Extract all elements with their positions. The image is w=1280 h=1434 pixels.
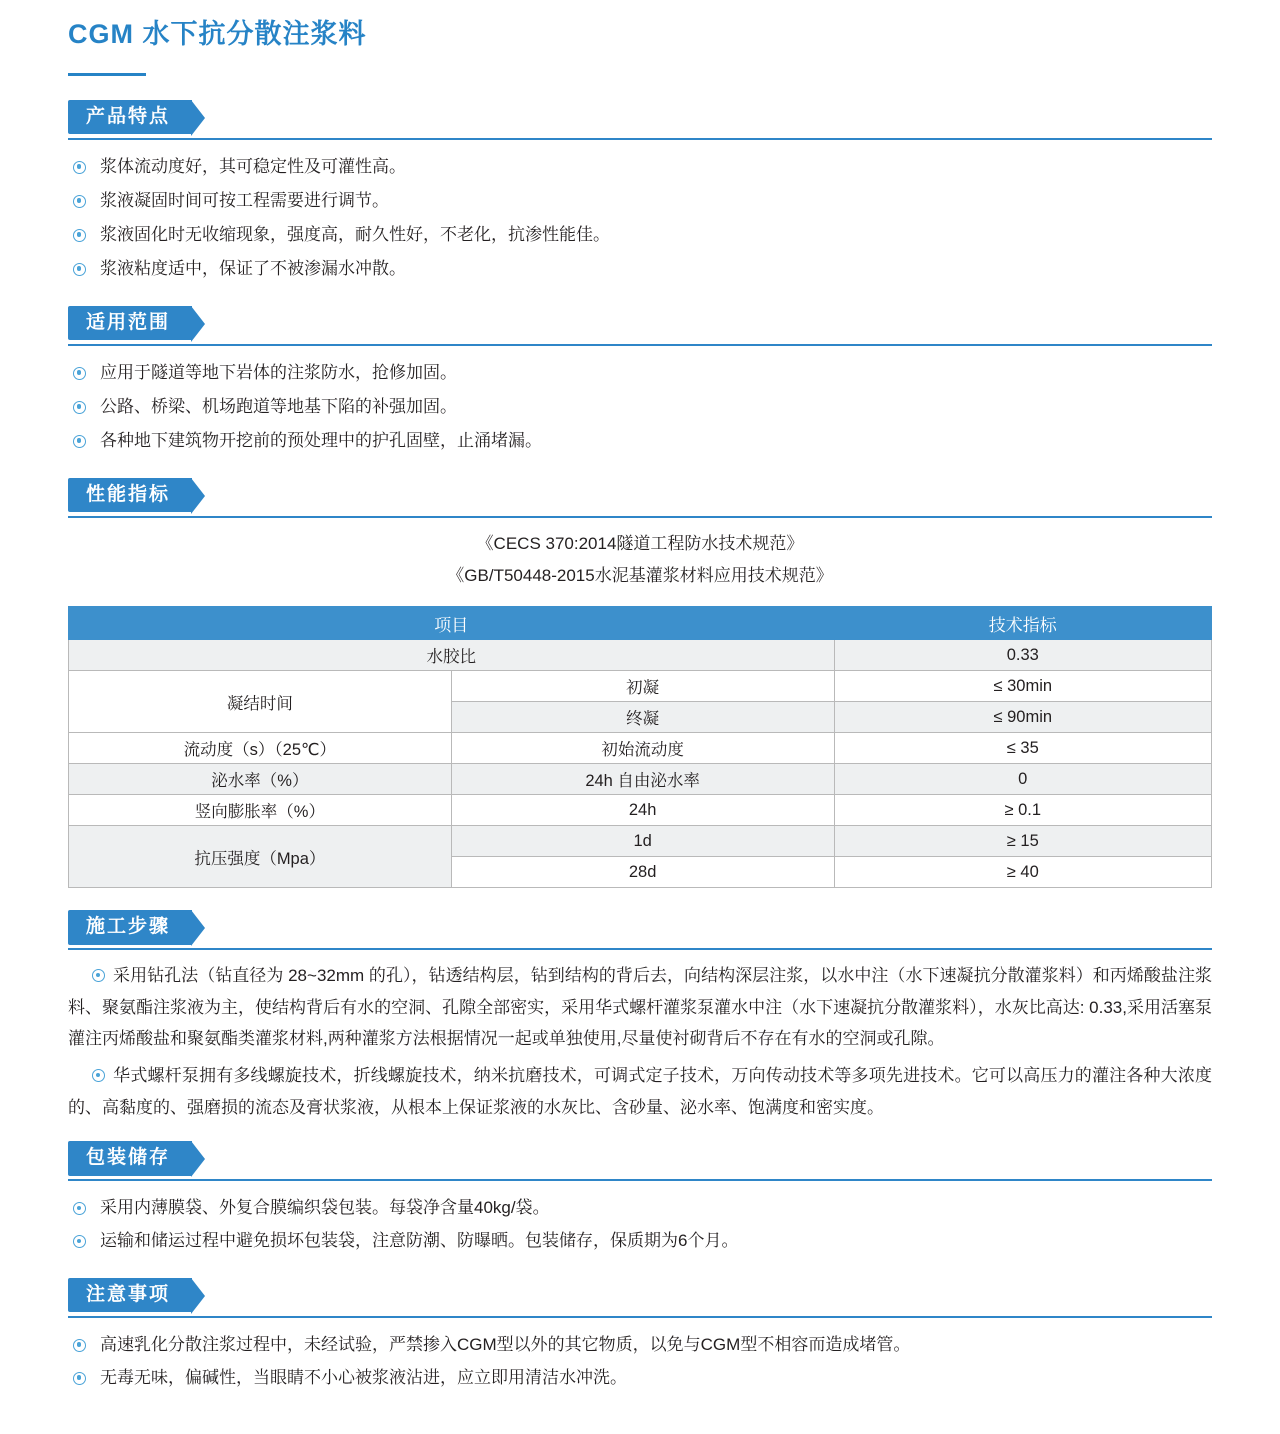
cell-subitem: 初凝 — [451, 671, 834, 702]
cell-spec: ≤ 30min — [834, 671, 1212, 702]
section-scope — [68, 306, 1212, 458]
list-item — [70, 356, 1212, 390]
section-packaging — [68, 1141, 1212, 1257]
section-title-scope: 适用范围 — [68, 306, 192, 341]
bullet-circle-icon — [92, 1069, 105, 1082]
paragraph-text: 采用钻孔法（钻直径为 28~32mm 的孔），钻透结构层，钻到结构的背后去，向结构深层注浆，以水中注（水下速凝抗分散灌浆料）和丙烯酸盐注浆料、聚氨酯注浆液为主，使结构背后有水的空洞、孔隙全部密实，采用华式螺杆灌浆泵灌水中注（水下速凝抗分散灌浆料），水灰比高达: 0.33,采用活塞泵灌注丙烯酸盐和聚氨酯类灌浆材料,两种灌浆方法根据情况一起或单独使用,尽量使衬砌背后不存在有水的空洞或孔隙。 — [68, 966, 1212, 1048]
list-item-text: 浆液凝固时间可按工程需要进行调节。 — [100, 190, 389, 210]
list-item-text: 运输和储运过程中避免损坏包装袋，注意防潮、防曝晒。包装储存，保质期为6个月。 — [100, 1231, 739, 1251]
cell-item: 竖向膨胀率（%） — [69, 795, 452, 826]
section-title-performance: 性能指标 — [68, 478, 192, 513]
page-title: CGM 水下抗分散注浆料 — [68, 19, 367, 49]
list-item-text: 公路、桥梁、机场跑道等地基下陷的补强加固。 — [100, 396, 457, 416]
table-row — [69, 640, 1212, 671]
section-rule — [68, 948, 1212, 950]
spacer — [68, 1129, 1212, 1137]
table-row — [69, 826, 1212, 857]
bullet-circle-icon — [73, 1372, 86, 1385]
cell-spec: ≥ 15 — [834, 826, 1212, 857]
section-header-scope — [68, 306, 1212, 346]
section-rule — [68, 1179, 1212, 1181]
cell-item: 泌水率（%） — [69, 764, 452, 795]
list-item-text: 浆液粘度适中，保证了不被渗漏水冲散。 — [100, 258, 406, 278]
construction-paragraph — [68, 960, 1212, 1054]
standard-line: 《CECS 370:2014隧道工程防水技术规范》 — [476, 533, 804, 553]
section-rule — [68, 1316, 1212, 1318]
section-rule — [68, 344, 1212, 346]
cell-spec: ≥ 0.1 — [834, 795, 1212, 826]
packaging-list — [68, 1191, 1212, 1257]
bullet-circle-icon — [73, 229, 86, 242]
section-title-notes: 注意事项 — [68, 1278, 192, 1313]
bullet-circle-icon — [73, 263, 86, 276]
bullet-circle-icon — [73, 1339, 86, 1352]
section-rule — [68, 138, 1212, 140]
table-row — [69, 795, 1212, 826]
section-header-features — [68, 100, 1212, 140]
bullet-circle-icon — [73, 435, 86, 448]
table-row — [69, 733, 1212, 764]
list-item-text: 浆液固化时无收缩现象，强度高，耐久性好，不老化，抗渗性能佳。 — [100, 224, 610, 244]
notes-list — [68, 1328, 1212, 1394]
section-notes — [68, 1278, 1212, 1394]
section-header-construction — [68, 910, 1212, 950]
list-item — [70, 1361, 1212, 1394]
cell-spec: ≤ 35 — [834, 733, 1212, 764]
section-title-construction: 施工步骤 — [68, 910, 192, 945]
list-item — [70, 252, 1212, 286]
list-item-text: 无毒无味，偏碱性，当眼睛不小心被浆液沾进，应立即用清洁水冲洗。 — [100, 1367, 627, 1387]
construction-paragraph — [68, 1060, 1212, 1123]
paragraph-text: 华式螺杆泵拥有多线螺旋技术，折线螺旋技术，纳米抗磨技术，可调式定子技术，万向传动技术等多项先进技术。它可以高压力的灌注各种大浓度的、高黏度的、强磨损的流态及膏状浆液，从根本上保证浆液的水灰比、含砂量、泌水率、饱满度和密实度。 — [68, 1066, 1212, 1117]
column-header-item: 项目 — [69, 607, 835, 640]
standards-block — [68, 528, 1212, 593]
list-item — [70, 424, 1212, 458]
cell-subitem: 终凝 — [451, 702, 834, 733]
section-construction — [68, 910, 1212, 1137]
cell-spec: ≤ 90min — [834, 702, 1212, 733]
features-list — [68, 150, 1212, 286]
cell-item: 流动度（s）（25℃） — [69, 733, 452, 764]
list-item — [70, 1191, 1212, 1224]
section-header-notes — [68, 1278, 1212, 1318]
cell-spec: 0.33 — [834, 640, 1212, 671]
list-item-text: 各种地下建筑物开挖前的预处理中的护孔固壁，止涌堵漏。 — [100, 430, 542, 450]
cell-subitem: 初始流动度 — [451, 733, 834, 764]
cell-subitem: 28d — [451, 857, 834, 888]
section-title-features: 产品特点 — [68, 100, 192, 135]
section-features — [68, 100, 1212, 286]
section-performance — [68, 478, 1212, 889]
cell-item: 水胶比 — [69, 640, 835, 671]
performance-table — [68, 606, 1212, 888]
bullet-circle-icon — [73, 195, 86, 208]
cell-subitem: 24h — [451, 795, 834, 826]
bullet-circle-icon — [73, 1235, 86, 1248]
list-item — [70, 150, 1212, 184]
cell-spec: 0 — [834, 764, 1212, 795]
cell-spec: ≥ 40 — [834, 857, 1212, 888]
bullet-circle-icon — [92, 969, 105, 982]
list-item — [70, 184, 1212, 218]
table-row — [69, 764, 1212, 795]
section-header-performance — [68, 478, 1212, 518]
section-rule — [68, 516, 1212, 518]
title-underline — [68, 73, 146, 76]
bullet-circle-icon — [73, 161, 86, 174]
list-item-text: 应用于隧道等地下岩体的注浆防水，抢修加固。 — [100, 362, 457, 382]
section-header-packaging — [68, 1141, 1212, 1181]
list-item — [70, 218, 1212, 252]
column-header-spec: 技术指标 — [834, 607, 1212, 640]
cell-item: 抗压强度（Mpa） — [69, 826, 452, 888]
bullet-circle-icon — [73, 401, 86, 414]
cell-subitem: 1d — [451, 826, 834, 857]
table-row — [69, 671, 1212, 702]
table-header-row — [69, 607, 1212, 640]
section-title-packaging: 包装储存 — [68, 1141, 192, 1176]
list-item-text: 高速乳化分散注浆过程中，未经试验，严禁掺入CGM型以外的其它物质，以免与CGM型不相容而造成堵管。 — [100, 1334, 911, 1354]
list-item-text: 采用内薄膜袋、外复合膜编织袋包装。每袋净含量40kg/袋。 — [100, 1198, 550, 1218]
list-item — [70, 1328, 1212, 1361]
bullet-circle-icon — [73, 367, 86, 380]
list-item — [70, 390, 1212, 424]
list-item — [70, 1224, 1212, 1257]
list-item-text: 浆体流动度好，其可稳定性及可灌性高。 — [100, 156, 406, 176]
bullet-circle-icon — [73, 1202, 86, 1215]
cell-subitem: 24h 自由泌水率 — [451, 764, 834, 795]
cell-item: 凝结时间 — [69, 671, 452, 733]
standard-line: 《GB/T50448-2015水泥基灌浆材料应用技术规范》 — [447, 565, 833, 585]
scope-list — [68, 356, 1212, 458]
